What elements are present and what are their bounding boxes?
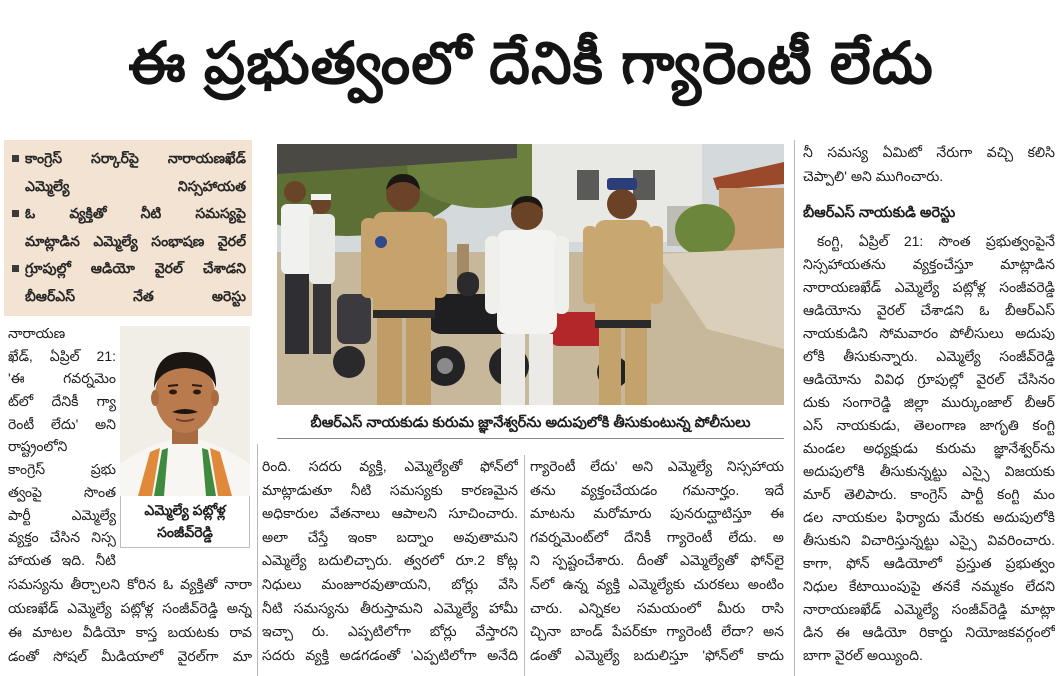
square-bullet-icon bbox=[12, 265, 19, 272]
mla-portrait-image bbox=[120, 326, 250, 496]
square-bullet-icon bbox=[12, 155, 19, 162]
article-line: కాంగ్రెస్ ప్రభు bbox=[8, 461, 116, 478]
highlight-line: గ్రూపుల్లో ఆడియో వైరల్ చేశాడని bbox=[25, 260, 246, 276]
photo-caption: బీఆర్ఎస్ నాయకుడు కురుమ జ్ఞానేశ్వర్‌ను అదుపులోకి తీసుకుంటున్న పోలీసులు bbox=[277, 407, 784, 439]
article-line: డిన ఈ ఆడియో రికార్డు నియోజకవర్గంలో bbox=[803, 624, 1055, 640]
article-line: కాగా, ఫోన్ ఆడియోలో ప్రస్తుత ప్రభుత్వం bbox=[803, 555, 1055, 571]
article-line: నిధులు మంజూరవుతాయని, బోర్లు వేసి bbox=[262, 575, 518, 592]
highlight-text bbox=[25, 145, 246, 200]
article-line: మార్ తెలిపారు. కాంగ్రెస్ పార్టీ కంగ్టి మం bbox=[803, 486, 1055, 502]
article-line: డల నాయకుల ఫిర్యాదు మేరకు అదుపులోకి bbox=[803, 509, 1055, 525]
highlight-line: మాట్లాడిన ఎమ్మెల్యే సంభాషణ వైరల్ bbox=[25, 232, 246, 249]
article-line: న్‌లో ఉన్న వ్యక్తి ఎమ్మెల్యేకు చురకలు అంటిం bbox=[530, 575, 784, 592]
article-line: ఖేడ్, ఏప్రిల్ 21: bbox=[8, 347, 116, 364]
article-line: అదుపులోకి తీసుకున్నట్టు ఎస్సై విజయకు bbox=[803, 463, 1055, 479]
highlight-line: ఎమ్మెల్యే నిస్సహాయత bbox=[25, 177, 246, 194]
highlight-item bbox=[12, 145, 246, 200]
article-line: రెంటీ లేదు' అని bbox=[8, 415, 116, 432]
article-line: డంతో ఎమ్మెల్యే బదులిస్తూ 'ఫోన్‌లో కాదు bbox=[530, 646, 784, 663]
article-line: ని స్పష్టంచేశారు. దీంతో ఎమ్మెల్యేతో ఫోన్‌లై bbox=[530, 552, 784, 569]
headline: ఈ ప్రభుత్వంలో దేనికీ గ్యారెంటీ లేదు bbox=[128, 31, 934, 96]
arrest-story bbox=[803, 230, 1055, 667]
article-line: బాగా వైరల్ అయ్యింది. bbox=[803, 647, 923, 663]
article-line: చారు. ఎన్నికల సమయంలో మీరు రాసి bbox=[530, 599, 784, 616]
highlight-item bbox=[12, 255, 246, 310]
article-line: నారాయణ bbox=[8, 325, 66, 341]
article-line: కంగ్టి, ఏప్రిల్ 21: సొంత ప్రభుత్వంపైనే bbox=[817, 233, 1055, 249]
article-line: ఇచ్చా రు. ఎప్పటిలోగా బోర్లు వేస్తారని bbox=[262, 623, 518, 640]
article-line: చెప్పాలి' అని ముగించారు. bbox=[803, 168, 944, 184]
square-bullet-icon bbox=[12, 210, 19, 217]
article-line: ట్‌లో దేనికీ గ్యా bbox=[8, 393, 116, 410]
lead-story-narrow bbox=[8, 322, 116, 572]
main-news-photo bbox=[277, 144, 784, 405]
highlight-item bbox=[12, 200, 246, 255]
article-line: నిధుల కేటాయింపుపై తనకే నమ్మకం లేదని bbox=[803, 578, 1055, 594]
portrait-caption-line: సంజీవ్‌రెడ్డి bbox=[157, 524, 213, 540]
highlight-text bbox=[25, 255, 246, 310]
article-line: మాట్లాడుతూ నీటి సమస్యకు కారణమైన bbox=[262, 481, 518, 498]
article-line: హాయత ఇది. నీటి bbox=[8, 551, 116, 568]
article-line: తీసుకుని విచారిస్తున్నట్టు ఎస్సై వివరించారు. bbox=[803, 532, 1055, 548]
highlight-line: ఓ వ్యక్తితో నీటి సమస్యపై bbox=[25, 205, 246, 221]
lead-story-wide bbox=[8, 572, 252, 668]
article-line: నిస్సహాయతను వ్యక్తంచేస్తూ మాట్లాడిన bbox=[803, 256, 1055, 272]
column-divider bbox=[794, 140, 795, 676]
article-line: మండల అధ్యక్షుడు కురుమ జ్ఞానేశ్వర్‌ను bbox=[803, 440, 1055, 456]
portrait-caption bbox=[120, 496, 250, 548]
portrait-caption-line: ఎమ్మెల్యే పట్లోళ్ల bbox=[144, 502, 226, 518]
arrest-subheading: బీఆర్ఎస్ నాయకుడి అరెస్టు bbox=[803, 205, 956, 221]
article-line: ఈ మాటల వీడియో కాస్త బయటకు రావ bbox=[8, 624, 252, 640]
column-divider bbox=[257, 444, 258, 676]
article-line: యణఖేడ్ ఎమ్మెల్యే పట్లోళ్ల సంజీవ్‌రెడ్డి అన్న bbox=[8, 600, 252, 616]
article-line: రింది. సదరు వ్యక్తి, ఎమ్మెల్యేతో ఫోన్‌లో bbox=[262, 458, 518, 474]
article-line: డంతో సోషల్ మీడియాలో వైరల్‌గా మా bbox=[8, 648, 252, 664]
article-line: త్వంపై సొంత bbox=[8, 483, 116, 500]
article-line: పార్టీ ఎమ్మెల్యే bbox=[8, 506, 116, 523]
article-line: మాటను మరోమారు పునరుద్ఘాటిస్తూ ఈ bbox=[530, 505, 784, 522]
article-column-2 bbox=[262, 455, 518, 667]
article-line: ఆడియోను వైరల్ చేశాడని ఓ బీఆర్ఎస్ bbox=[803, 302, 1055, 318]
article-line: నారాయణఖేడ్ ఎమ్మెల్యే సంజీవ్‌రెడ్డి మాట్లా bbox=[803, 601, 1055, 617]
police-arrest-photo bbox=[277, 144, 784, 405]
article-line: తను వ్యక్తంచేయడం గమనార్హం. ఇదే bbox=[530, 481, 784, 498]
article-line: వ్యక్తం చేసిన నిస్స bbox=[8, 529, 116, 546]
article-line: ఆడియోను వివిధ గ్రూపుల్లో వైరల్ చేసినం bbox=[803, 371, 1055, 387]
article-line: సదరు వ్యక్తి అడగడంతో 'ఎప్పటిలోగా అనేది bbox=[262, 646, 518, 663]
article-line: అలా చేస్తే ఇంకా బద్నాం అవుతామని bbox=[262, 528, 518, 545]
article-column-3 bbox=[530, 455, 784, 667]
mla-portrait-photo bbox=[120, 326, 250, 496]
article-line: చ్చినా బాండ్ పేపర్‌కూ గ్యారెంటీ లేదా? అన bbox=[530, 623, 784, 640]
article-line: నారాయణఖేడ్ ఎమ్మెల్యే పట్లోళ్ల సంజీవరెడ్డి bbox=[803, 279, 1055, 295]
article-line: ఎస్ నాయకుడు, తెలంగాణ జాగృతి కంగ్టి bbox=[803, 417, 1055, 433]
article-line: ఎమ్మెల్యే బదులిచ్చారు. త్వరలో రూ.2 కోట్ల bbox=[262, 552, 518, 569]
article-line: దుకు సంగారెడ్డి జిల్లా ముర్కుంజాల్ బీఆర్ bbox=[803, 394, 1055, 410]
column-divider bbox=[524, 455, 525, 676]
highlight-text bbox=[25, 200, 246, 255]
article-column-4-closing bbox=[803, 140, 1055, 188]
article-line: రాష్ట్రంలోని bbox=[8, 438, 68, 455]
article-line: నీ సమస్య ఏమిటో నేరుగా వచ్చి కలిసి bbox=[803, 144, 1055, 160]
article-line: లోకి తీసుకున్నారు. ఎమ్మెల్యే సంజీవ్‌రెడ్డి bbox=[803, 348, 1055, 364]
highlight-line: బీఆర్ఎస్ నేత అరెస్టు bbox=[25, 287, 246, 304]
article-line: నాయకుడిని సోమవారం పోలీసులు అదుపు bbox=[803, 325, 1055, 341]
article-line: గ్యారెంటీ లేదు' అని ఎమ్మెల్యే నిస్సహాయ bbox=[530, 458, 784, 474]
highlights-box bbox=[4, 140, 252, 316]
article-line: అధికారుల వేతనాలు ఆపాలని సూచించారు. bbox=[262, 505, 518, 522]
article-line: 'ఈ గవర్నమెం bbox=[8, 370, 116, 387]
article-line: సమస్యను తీర్చాలని కోరిన ఓ వ్యక్తితో నారా bbox=[8, 576, 252, 592]
article-line: నీటి సమస్యను తీరుస్తామని ఎమ్మెల్యే హామీ bbox=[262, 599, 518, 616]
article-line: గవర్నమెంట్‌లో దేనికీ గ్యారెంటీ లేదు. అ bbox=[530, 528, 784, 545]
bystanders bbox=[281, 181, 335, 354]
highlight-line: కాంగ్రెస్ సర్కార్‌పై నారాయణఖేడ్ bbox=[25, 150, 246, 166]
